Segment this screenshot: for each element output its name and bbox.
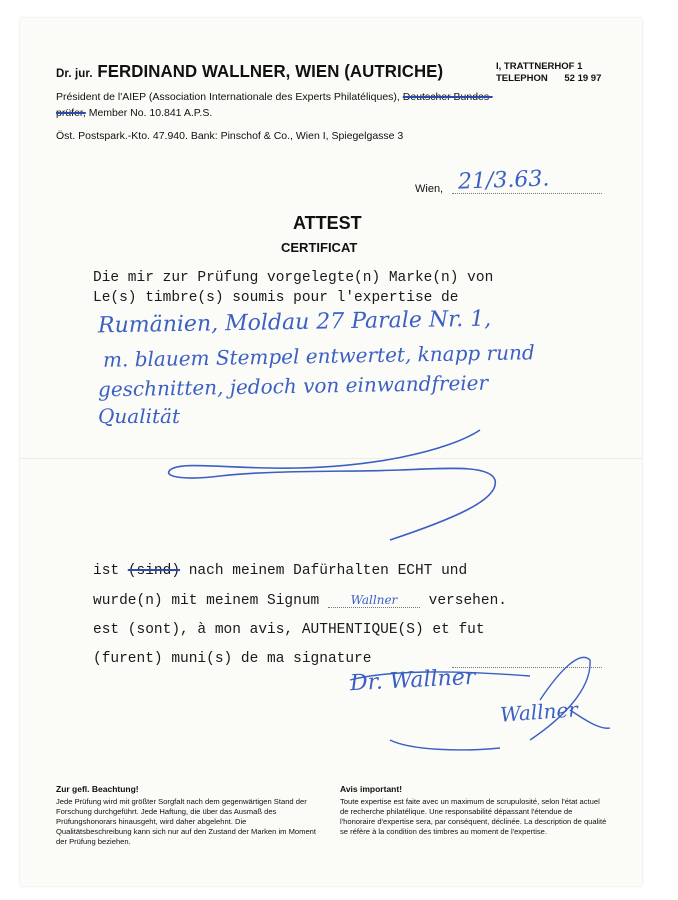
handwritten-line-2: m. blauem Stempel entwertet, knapp rund [102,340,535,372]
address-line: I, TRATTNERHOF 1 [496,61,583,72]
signature-line-1: Dr. Wallner [349,664,476,697]
title-attest: ATTEST [293,213,362,233]
body-line-3: est (sont), à mon avis, AUTHENTIQUE(S) et fut [93,622,485,638]
handwritten-line-4: Qualität [98,404,180,428]
name-prefix: Dr. jur. [56,66,93,80]
intro-fr: Le(s) timbre(s) soumis pour l'expertise de [93,290,459,306]
handwritten-line-1: Rumänien, Moldau 27 Parale Nr. 1, [97,306,492,339]
member-text: Member No. 10.841 A.P.S. [88,107,213,119]
struck-sind: (sind) [127,563,181,579]
body-versehen: versehen. [428,593,507,609]
signature-flourish [330,640,620,760]
body-line-1 [93,563,467,579]
letterhead-name [56,61,443,82]
bank-line: Öst. Postspark.-Kto. 47.940. Bank: Pinschof & Co., Wien I, Spiegelgasse 3 [56,130,404,142]
phone-line [496,73,601,85]
phone-number: 52 19 97 [564,73,602,84]
body-line-2 [93,593,507,609]
note-de-heading: Zur gefl. Beachtung! [56,784,139,794]
intro-de: Die mir zur Prüfung vorgelegte(n) Marke(n) von [93,270,494,286]
pen-flourish [150,410,510,560]
note-fr-text: Toute expertise est faite avec un maximum de scrupulosité, selon l'état actuel de recherche philatélique. Une responsabilité dépassant l'étendue de l'honoraire d'expertise sera, par conséquent, déclinée. La description de qualité se réfère à la condition des timbres au moment de l'expertise. [340,797,607,836]
body-ist: ist [93,563,120,579]
signature-line-2: Wallner [499,697,579,727]
letterhead-address [496,61,601,85]
note-de-text: Jede Prüfung wird mit größter Sorgfalt nach dem gegenwärtigen Stand der Forschung durchgeführt. Jede Haftung, die über das Ausmaß des Prüfungshonorars hinausgeht, wird daher abgelehnt. Die Qualitätsbeschreibung kann sich nur auf den Zustand der Marken im Moment der Prüfung beziehen. [56,797,317,846]
title-certificat: CERTIFICAT [281,240,358,255]
body-wurde: wurde(n) mit meinem Signum [93,593,320,609]
struck-pruefer: prüfer, [56,107,86,119]
date-label: Wien, [415,183,444,195]
signum-mark: Wallner [328,593,420,608]
expert-name: FERDINAND WALLNER, WIEN (AUTRICHE) [97,61,444,81]
struck-bundespruefer: Deutscher Bundes- [402,91,493,103]
president-line [56,91,493,103]
handwritten-line-3: geschnitten, jedoch von einwandfreier [97,370,489,402]
body-echt: nach meinem Dafürhalten ECHT und [188,563,468,579]
president-text: Président de l'AIEP (Association Internationale des Experts Philatéliques), [56,91,400,103]
phone-label: TELEPHON [496,73,548,84]
note-fr-heading: Avis important! [340,784,403,794]
body-line-4: (furent) muni(s) de ma signature [93,651,372,667]
handwritten-date: 21/3.63. [457,166,550,195]
member-line [56,107,212,119]
